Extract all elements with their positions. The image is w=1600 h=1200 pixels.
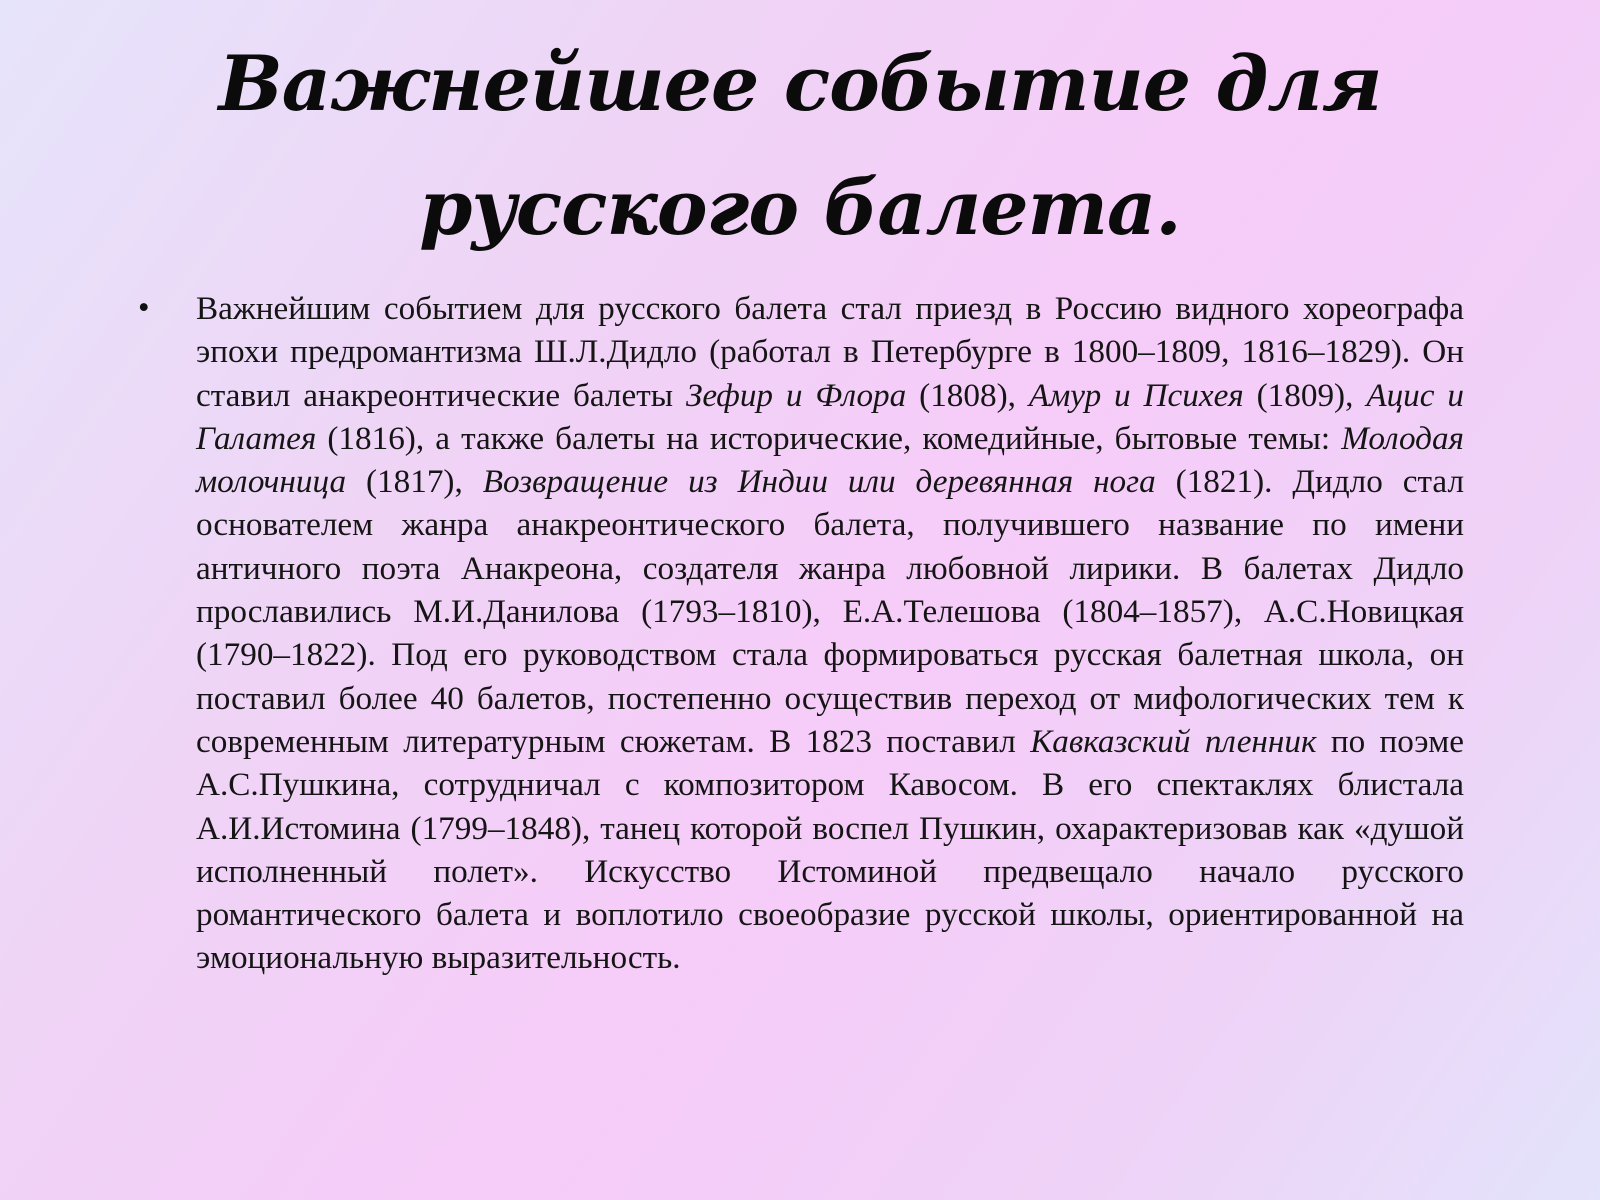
italic-title-text: Молодая молочница [196,419,1464,501]
slide-body [138,287,1464,980]
italic-title-text: Кавказский пленник [1030,722,1317,760]
paragraph-text: Важнейшим событием для русского балета стал приезд в Россию видного хореографа эпохи предромантизма Ш.Л.Дидло (работал в Петербурге в 1800–1809, 1816–1829). Он ставил анакреонтические балеты [196,290,1464,414]
italic-title-text: Ацис и Галатея [196,376,1464,457]
italic-title-text: Зефир и Флора [685,376,907,414]
title-line-2: русского балета. [419,163,1181,252]
bullet-item [138,287,1464,980]
italic-title-text: Амур и Психея [1028,376,1244,414]
italic-title-text: Возвращение из Индии или деревянная нога [482,463,1156,501]
paragraph-text: (1817), [346,463,483,501]
bullet-marker: • [138,290,150,326]
title-line-1: Важнейшее событие для [218,39,1382,128]
paragraph-text: (1809), [1243,376,1367,414]
paragraph-text: по поэме А.С.Пушкина, сотрудничал с композитором Кавосом. В его спектаклях блистала А.И.Истомина (1799–1848), танец которой воспел Пушкин, охарактеризовав как «душой исполненный полет». Искусство Истоминой предвещало начало русского романтического балета и воплотило своеобразие русской школы, ориентированной на эмоциональную выразительность. [196,722,1464,977]
paragraph-text: (1816), а также балеты на исторические, комедийные, бытовые темы: [316,419,1342,457]
paragraph-text: (1808), [906,376,1029,414]
paragraph-text: (1821). Дидло стал основателем жанра анакреонтического балета, получившего название по имени античного поэта Анакреона, создателя жанра любовной лирики. В балетах Дидло прославились М.И.Данилова (1793–1810), Е.А.Телешова (1804–1857), А.С.Новицкая (1790–1822). Под его руководством стала формироваться русская балетная школа, он поставил более 40 балетов, постепенно осуществив переход от мифологических тем к современным литературным сюжетам. В 1823 поставил [196,463,1465,760]
slide-title [0,22,1600,270]
body-paragraph [196,287,1464,980]
